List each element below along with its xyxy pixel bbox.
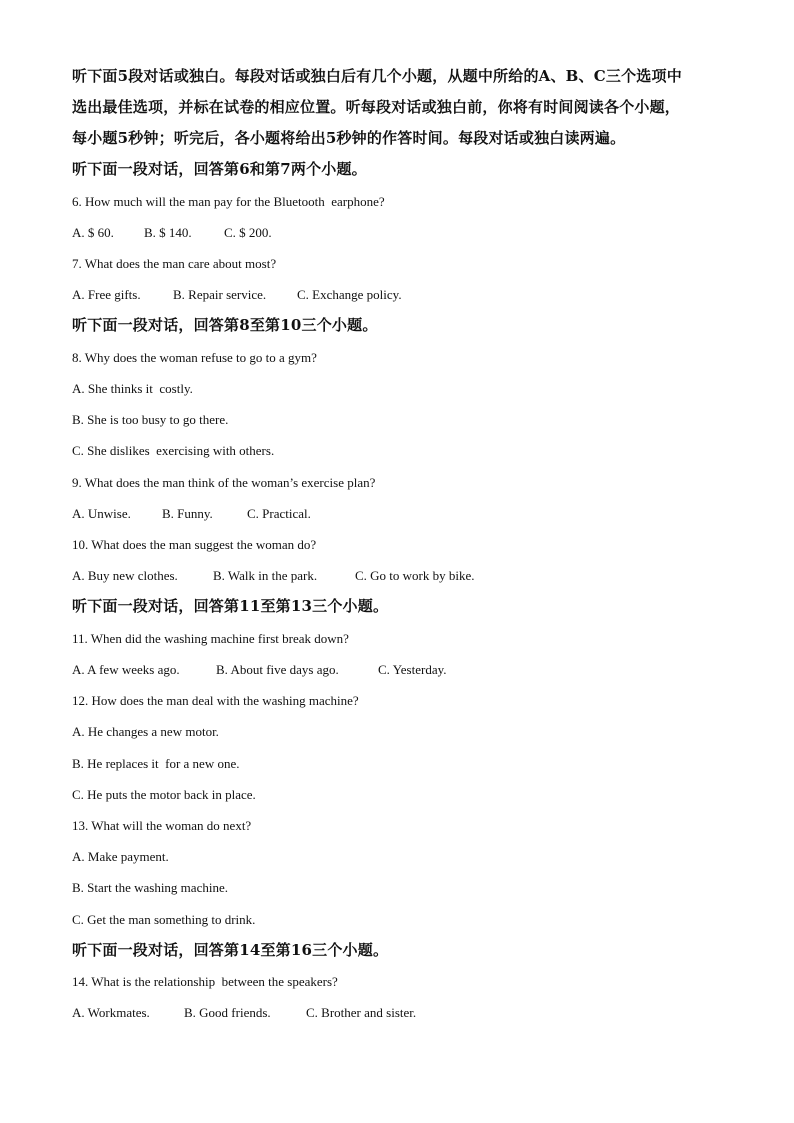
instructions xyxy=(72,61,732,154)
option-11c: C. Yesterday. xyxy=(378,662,447,677)
option-7a: A. Free gifts. xyxy=(72,287,141,302)
option-13a: A. Make payment. xyxy=(72,849,169,864)
question-13: 13. What will the woman do next? xyxy=(72,818,252,833)
option-12a: A. He changes a new motor. xyxy=(72,724,219,739)
question-10-options xyxy=(72,567,475,585)
option-6c: C. $ 200. xyxy=(224,225,272,240)
option-14b: B. Good friends. xyxy=(184,1005,271,1020)
question-7: 7. What does the man care about most? xyxy=(72,256,277,271)
option-9b: B. Funny. xyxy=(162,506,213,521)
section-heading-6-7: 听下面一段对话，回答第6和第7两个小题。 xyxy=(72,160,367,178)
question-8: 8. Why does the woman refuse to go to a gym? xyxy=(72,350,317,365)
option-9a: A. Unwise. xyxy=(72,506,131,521)
option-10b: B. Walk in the park. xyxy=(213,568,318,583)
instructions-line-2: 选出最佳选项，并标在试卷的相应位置。听每段对话或独白前，你将有时间阅读各个小题， xyxy=(72,98,681,116)
question-7-options xyxy=(72,286,402,304)
option-7c: C. Exchange policy. xyxy=(297,287,402,302)
option-9c: C. Practical. xyxy=(247,506,311,521)
question-9: 9. What does the man think of the woman’s exercise plan? xyxy=(72,475,376,490)
section-heading-14-16: 听下面一段对话，回答第14至第16三个小题。 xyxy=(72,941,389,959)
option-11a: A. A few weeks ago. xyxy=(72,662,180,677)
option-13c: C. Get the man something to drink. xyxy=(72,912,256,927)
option-13b: B. Start the washing machine. xyxy=(72,880,228,895)
option-6a: A. $ 60. xyxy=(72,225,114,240)
option-8c: C. She dislikes exercising with others. xyxy=(72,443,275,458)
option-14a: A. Workmates. xyxy=(72,1005,150,1020)
question-6: 6. How much will the man pay for the Bluetooth earphone? xyxy=(72,194,385,209)
question-11-options xyxy=(72,661,447,679)
option-10c: C. Go to work by bike. xyxy=(355,568,475,583)
instructions-line-3: 每小题5秒钟；听完后，各小题将给出5秒钟的作答时间。每段对话或独白读两遍。 xyxy=(72,129,626,147)
option-8a: A. She thinks it costly. xyxy=(72,381,193,396)
option-8b: B. She is too busy to go there. xyxy=(72,412,229,427)
section-heading-11-13: 听下面一段对话，回答第11至第13三个小题。 xyxy=(72,597,389,615)
question-11: 11. When did the washing machine first break down? xyxy=(72,631,349,646)
option-10a: A. Buy new clothes. xyxy=(72,568,178,583)
option-12b: B. He replaces it for a new one. xyxy=(72,756,240,771)
question-12: 12. How does the man deal with the washing machine? xyxy=(72,693,359,708)
question-10: 10. What does the man suggest the woman do? xyxy=(72,537,317,552)
question-14-options xyxy=(72,1004,416,1022)
instructions-line-1: 听下面5段对话或独白。每段对话或独白后有几个小题，从题中所给的A、B、C三个选项中 xyxy=(72,67,682,85)
question-6-options xyxy=(72,224,272,242)
option-6b: B. $ 140. xyxy=(144,225,192,240)
option-7b: B. Repair service. xyxy=(173,287,267,302)
option-11b: B. About five days ago. xyxy=(216,662,339,677)
option-14c: C. Brother and sister. xyxy=(306,1005,417,1020)
section-heading-8-10: 听下面一段对话，回答第8至第10三个小题。 xyxy=(72,316,378,334)
question-14: 14. What is the relationship between the speakers? xyxy=(72,974,338,989)
question-9-options xyxy=(72,505,311,523)
option-12c: C. He puts the motor back in place. xyxy=(72,787,256,802)
